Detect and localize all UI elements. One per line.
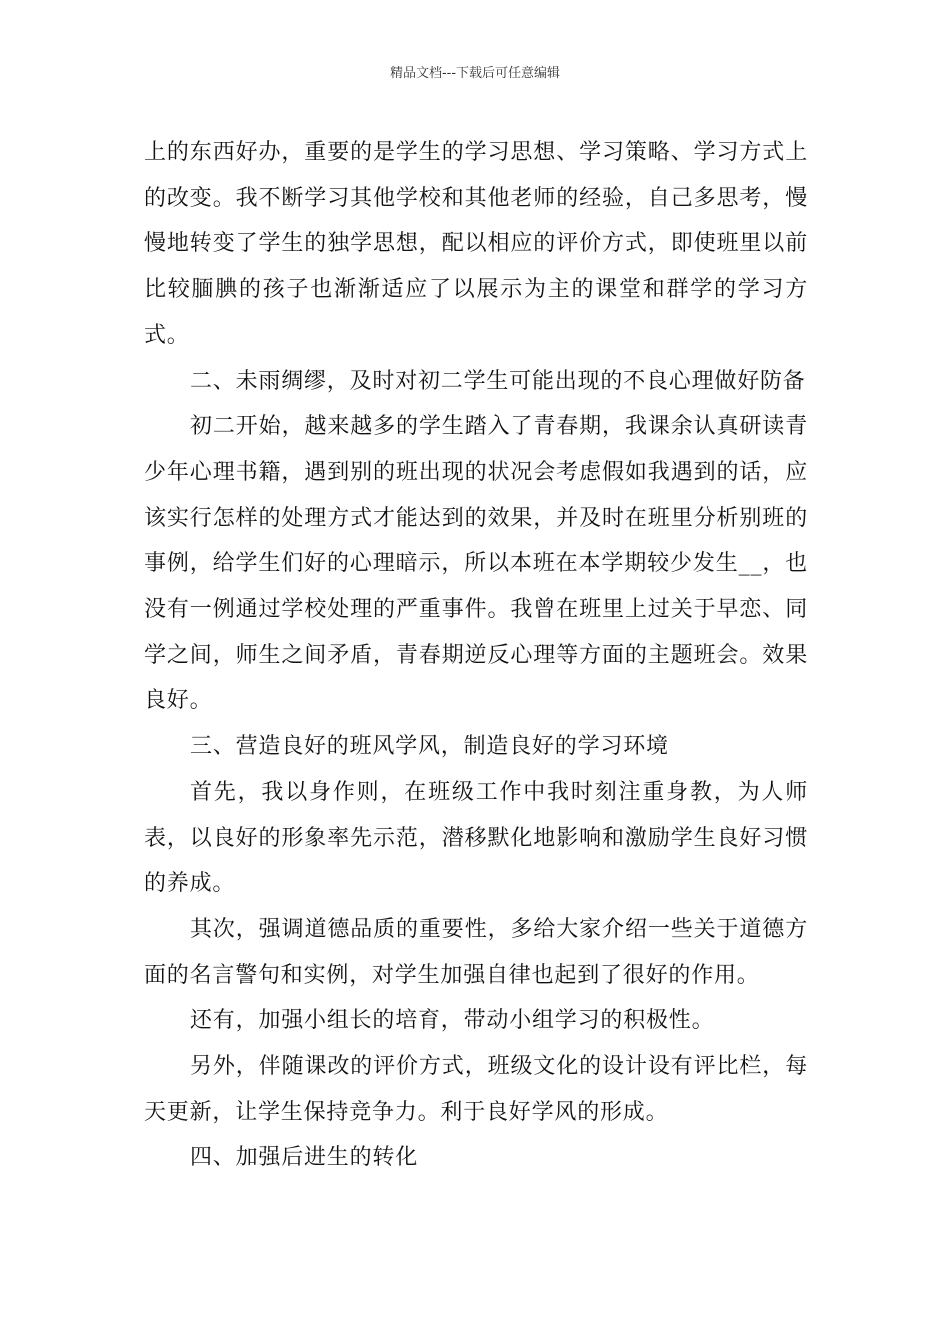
- paragraph: 还有，加强小组长的培育，带动小组学习的积极性。: [190, 1008, 715, 1034]
- document-body: [144, 130, 808, 1181]
- paragraph-continuation: 上的东西好办，重要的是学生的学习思想、学习策略、学习方式上的改变。我不断学习其他学校和其他老师的经验，自己多思考，慢慢地转变了学生的独学思想，配以相应的评价方式，即使班里以前比较腼腆的孩子也渐渐适应了以展示为主的课堂和群学的学习方式。: [144, 140, 808, 348]
- section-heading-4: 四、加强后进生的转化: [190, 1145, 419, 1171]
- paragraph: 其次，强调道德品质的重要性，多给大家介绍一些关于道德方面的名言警句和实例，对学生加强自律也起到了很好的作用。: [144, 916, 808, 988]
- paragraph: 首先，我以身作则，在班级工作中我时刻注重身教，为人师表，以良好的形象率先示范，潜移默化地影响和激励学生良好习惯的养成。: [144, 779, 808, 897]
- section-heading-2: 二、未雨绸缪，及时对初二学生可能出现的不良心理做好防备: [190, 368, 806, 394]
- paragraph: 初二开始，越来越多的学生踏入了青春期，我课余认真研读青少年心理书籍，遇到别的班出现的状况会考虑假如我遇到的话，应该实行怎样的处理方式才能达到的效果，并及时在班里分析别班的事例，给学生们好的心理暗示，所以本班在本学期较少发生__，也没有一例通过学校处理的严重事件。我曾在班里上过关于早恋、同学之间，师生之间矛盾，青春期逆反心理等方面的主题班会。效果良好。: [144, 414, 808, 714]
- section-heading-3: 三、营造良好的班风学风，制造良好的学习环境: [190, 734, 669, 760]
- paragraph: 另外，伴随课改的评价方式，班级文化的设计设有评比栏，每天更新，让学生保持竞争力。利于良好学风的形成。: [144, 1054, 808, 1125]
- page-header: 精品文档---下载后可任意编辑: [389, 66, 561, 81]
